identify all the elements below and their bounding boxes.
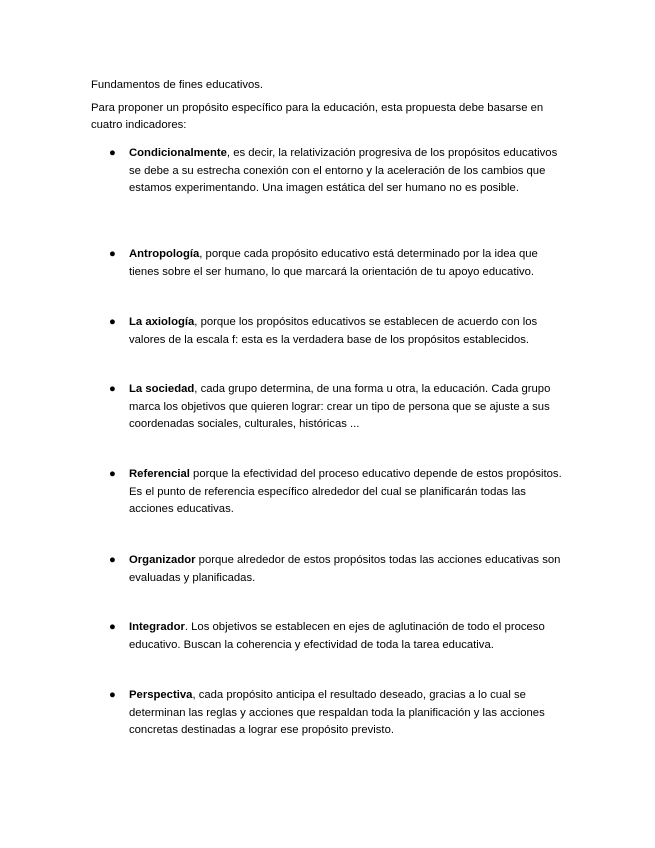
bullet-dot-icon: ●	[109, 316, 116, 328]
list-item-term: Perspectiva	[129, 689, 193, 701]
list-item-description: , porque cada propósito educativo está determinado por la idea que tienes sobre el ser humano, lo que marcará la orientación de tu apoyo educativo.	[129, 248, 538, 278]
list-item-text	[129, 466, 569, 519]
list-item-text	[129, 314, 569, 349]
list-item-term: Organizador	[129, 554, 196, 566]
intro-paragraph: Para proponer un propósito específico para la educación, esta propuesta debe basarse en cuatro indicadores:	[91, 102, 544, 131]
list-item-text	[129, 246, 569, 281]
bullet-dot-icon: ●	[109, 554, 116, 566]
list-item-term: Referencial	[129, 468, 190, 480]
bullet-dot-icon: ●	[109, 468, 116, 480]
list-item-term: Integrador	[129, 621, 185, 633]
list-item-text	[129, 381, 569, 434]
list-item-term: La sociedad	[129, 383, 195, 395]
list-item-term: La axiología	[129, 316, 195, 328]
document-title: Fundamentos de fines educativos.	[91, 79, 264, 91]
bullet-dot-icon: ●	[109, 383, 116, 395]
list-item-text	[129, 687, 569, 740]
list-item-description: porque alrededor de estos propósitos todas las acciones educativas son evaluadas y planificadas.	[129, 554, 561, 584]
list-item-text	[129, 619, 569, 654]
list-item-term: Condicionalmente	[129, 147, 227, 159]
bullet-dot-icon: ●	[109, 621, 116, 633]
bullet-dot-icon: ●	[109, 689, 116, 701]
list-item-description: . Los objetivos se establecen en ejes de aglutinación de todo el proceso educativo. Buscan la coherencia y efectividad de toda la tarea educativa.	[129, 621, 545, 651]
list-item-text	[129, 552, 569, 587]
list-item-description: , porque los propósitos educativos se establecen de acuerdo con los valores de la escala f: esta es la verdadera base de los propósitos establecidos.	[129, 316, 538, 346]
bullet-dot-icon: ●	[109, 248, 116, 260]
list-item-description: , cada propósito anticipa el resultado deseado, gracias a lo cual se determinan las reglas y acciones que respaldan toda la planificación y las acciones concretas destinadas a lograr ese propósito previsto.	[129, 689, 545, 736]
list-item-description: porque la efectividad del proceso educativo depende de estos propósitos. Es el punto de referencia específico alrededor del cual se planificarán todas las acciones educativas.	[129, 468, 562, 515]
list-item-text	[129, 145, 569, 198]
list-item-description: , cada grupo determina, de una forma u otra, la educación. Cada grupo marca los objetivos que quieren lograr: crear un tipo de persona que se ajuste a sus coordenadas sociales, culturales, históricas ...	[129, 383, 551, 430]
list-item-term: Antropología	[129, 248, 200, 260]
bullet-dot-icon: ●	[109, 147, 116, 159]
list-item-description: , es decir, la relativización progresiva de los propósitos educativos se debe a su estrecha conexión con el entorno y la aceleración de los cambios que estamos experimentando. Una imagen estática del ser humano no es posible.	[129, 147, 558, 194]
